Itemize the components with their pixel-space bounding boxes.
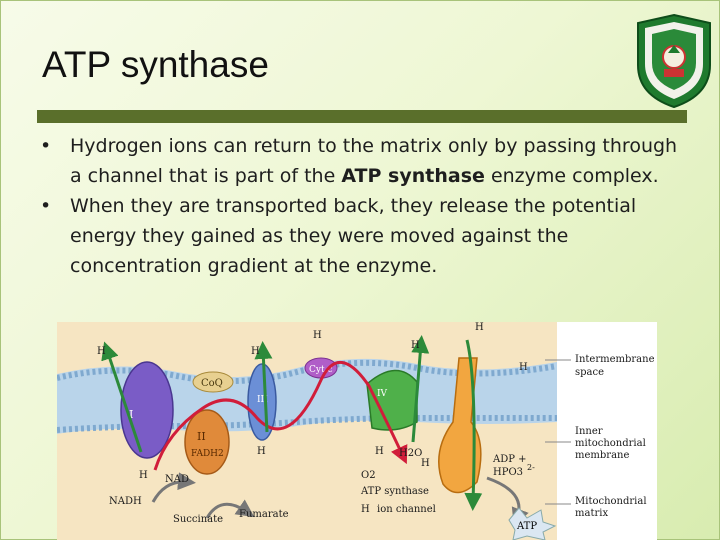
adp-label: ADP +: [493, 454, 527, 465]
h2o-label: H2O: [399, 448, 423, 459]
university-seal-icon: [634, 13, 714, 109]
slide-title: ATP synthase: [42, 44, 269, 85]
nad-label: NAD: [165, 474, 189, 485]
title-underline-bar: [37, 110, 687, 123]
bullet-marker: •: [40, 195, 52, 217]
bullet-bold-term: ATP synthase: [341, 165, 485, 187]
coq-label: CoQ: [201, 378, 223, 389]
proton-label: H: [421, 458, 430, 469]
succinate-label: Succinate: [173, 514, 224, 525]
proton-label: H: [313, 330, 322, 341]
proton-label: H: [251, 346, 260, 357]
bullet-text: enzyme complex.: [484, 165, 659, 187]
proton-label: H: [257, 446, 266, 457]
electron-transport-chain-figure: [57, 322, 657, 540]
o2-label: O2: [361, 470, 376, 481]
bullet-item: [40, 131, 680, 191]
mito-matrix-title-label: Mitochondrial: [575, 496, 647, 507]
h-ion-label: H: [361, 504, 370, 515]
bullet-marker: •: [40, 135, 52, 157]
membrane-label: membrane: [575, 450, 630, 461]
complex-ii-label: II: [197, 430, 206, 443]
mitochondrial-label: mitochondrial: [575, 438, 646, 449]
proton-label: H: [139, 470, 148, 481]
complex-i-label: I: [129, 408, 134, 421]
hpo-label: HPO3: [493, 467, 524, 478]
bullet-text: Hydrogen ions can return to the matrix only by passing through a channel that is part of the: [70, 135, 678, 187]
intermembrane-label: Intermembrane: [575, 354, 655, 365]
bullet-text: When they are transported back, they release the potential energy they gained as they were moved against the concentration gradient at the enzyme.: [70, 195, 637, 277]
hpo-charge-label: 2-: [527, 463, 535, 472]
inner-label: Inner: [575, 426, 603, 437]
nadh-label: NADH: [109, 496, 142, 507]
complex-iv-label: IV: [377, 389, 388, 399]
proton-label: H: [97, 346, 106, 357]
atp-synthase-label: ATP synthase: [361, 486, 429, 497]
proton-label: H: [375, 446, 384, 457]
matrix-label: matrix: [575, 508, 609, 519]
fadh2-label: FADH2: [191, 449, 224, 459]
complex-iii-label: III: [257, 395, 268, 405]
fumarate-label: Fumarate: [239, 509, 289, 520]
bullet-item: [40, 191, 680, 281]
ion-channel-label: ion channel: [377, 504, 436, 515]
proton-label: H: [411, 340, 420, 351]
atp-burst-label: ATP: [517, 521, 538, 532]
cytc-label: Cyt c: [309, 365, 333, 375]
complex-ii-shape: [185, 410, 229, 474]
space-label: space: [575, 367, 605, 378]
bullet-list: [40, 131, 680, 281]
proton-label: H: [519, 362, 528, 373]
proton-label: H: [475, 322, 484, 333]
